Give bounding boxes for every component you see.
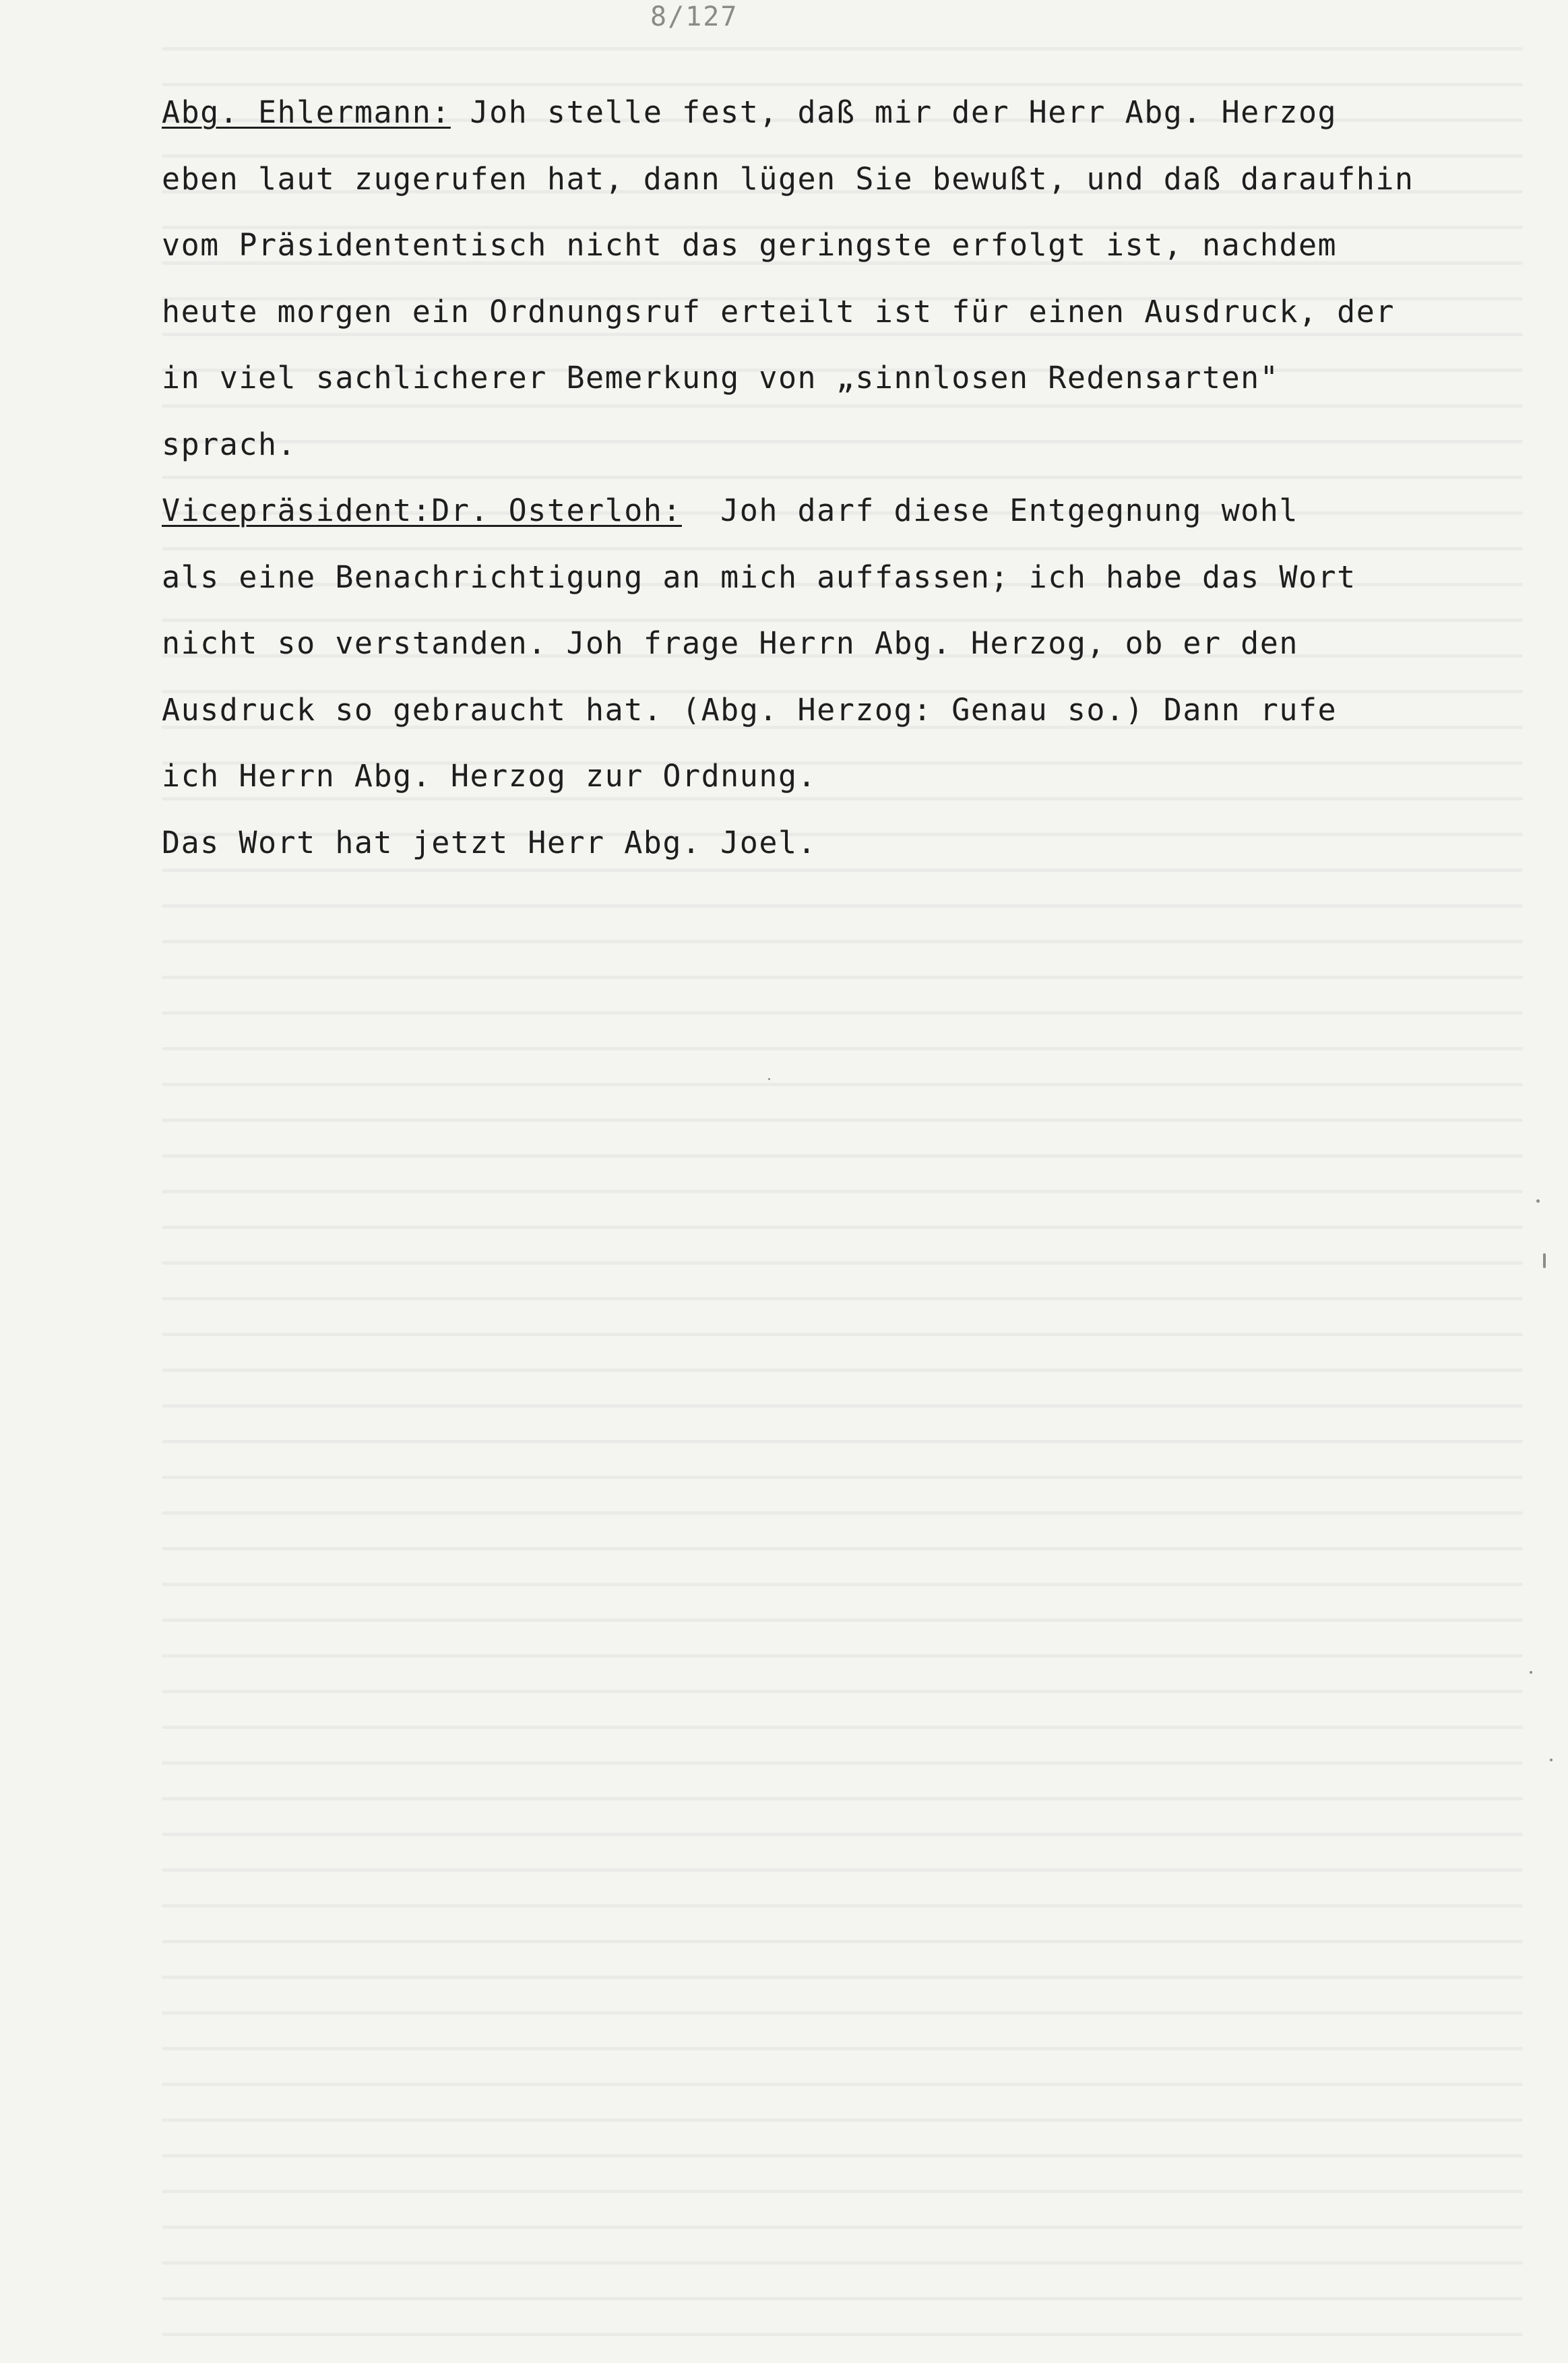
line-text: Joh stelle fest, daß mir der Herr Abg. Herzog: [450, 94, 1338, 130]
transcript-line: in viel sachlicherer Bemerkung von „sinnlosen Redensarten": [162, 360, 1280, 396]
speaker-label: Abg. Ehlermann:: [162, 94, 451, 130]
paper-speck: [1536, 1199, 1540, 1203]
paper-speck: [1530, 1671, 1532, 1674]
speaker-label: Vicepräsident:Dr. Osterloh:: [162, 493, 682, 528]
transcript-line: vom Präsidententisch nicht das geringste erfolgt ist, nachdem: [162, 227, 1338, 263]
page-number: 8/127: [650, 1, 739, 32]
paper-speck: [1543, 1253, 1546, 1268]
transcript-line: ich Herrn Abg. Herzog zur Ordnung.: [162, 758, 817, 794]
transcript-line: [162, 80, 1536, 146]
transcript-line: [162, 478, 1536, 544]
line-text: Joh darf diese Entgegnung wohl: [682, 493, 1298, 528]
transcript-line: sprach.: [162, 426, 297, 462]
paper-speck: [768, 1078, 770, 1080]
transcript-line: heute morgen ein Ordnungsruf erteilt ist für einen Ausdruck, der: [162, 293, 1395, 329]
transcript-line: als eine Benachrichtigung an mich auffassen; ich habe das Wort: [162, 559, 1356, 595]
paper-speck: [1550, 1759, 1553, 1761]
transcript-line: nicht so verstanden. Joh frage Herrn Abg. Herzog, ob er den: [162, 625, 1298, 661]
transcript-line: Ausdruck so gebraucht hat. (Abg. Herzog: Genau so.) Dann rufe: [162, 691, 1338, 728]
transcript-line: Das Wort hat jetzt Herr Abg. Joel.: [162, 824, 817, 860]
transcript-line: eben laut zugerufen hat, dann lügen Sie bewußt, und daß daraufhin: [162, 160, 1414, 197]
transcript-body: [162, 80, 1536, 876]
